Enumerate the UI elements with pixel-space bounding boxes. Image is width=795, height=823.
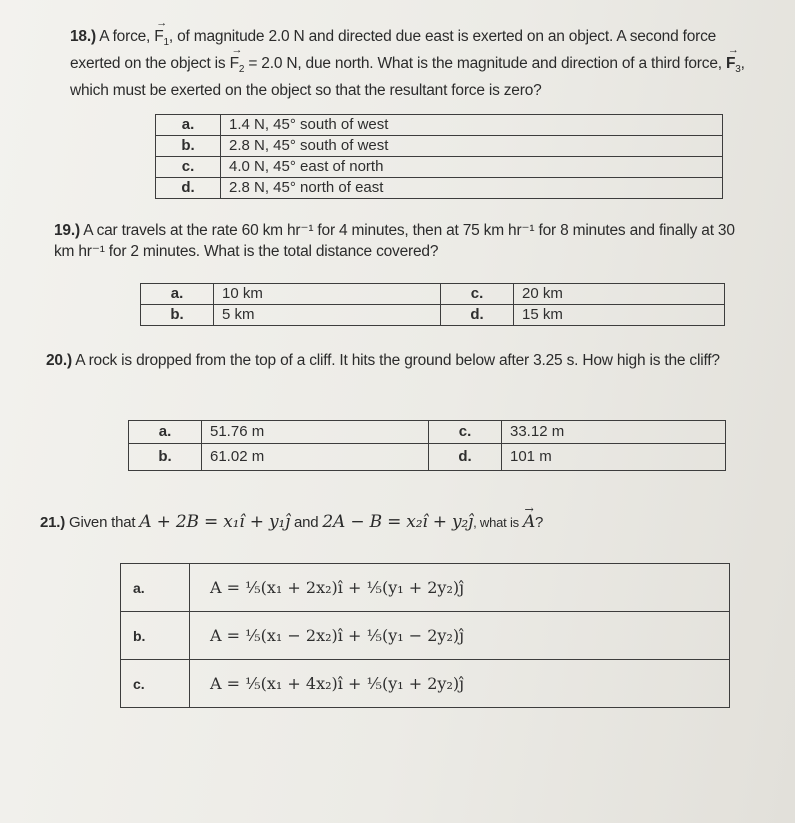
q18-options-table [155,114,723,199]
equation-2: 2A − B = x₂î + y₂ĵ [322,512,474,532]
equation-1: A + 2B = x₁î + y₁ĵ [139,512,291,532]
force-vector-f1: → $F_1$ [154,26,169,53]
question-text: and [294,514,319,531]
question-number: 20.) [46,352,72,369]
option-row[interactable] [121,660,730,708]
target-vector: → A [523,512,535,533]
option-row[interactable] [156,136,723,157]
option-value[interactable]: 15 km [514,305,725,326]
option-value[interactable]: 51.76 m [202,421,429,444]
option-value: 1.4 N, 45° south of west [221,115,723,136]
question-text: A rock is dropped from the top of a cliff. It hits the ground below after 3.25 s. How high is the cliff? [75,352,720,369]
option-value[interactable]: 61.02 m [202,444,429,471]
question-text: , what is [473,515,519,530]
option-value: 2.8 N, 45° south of west [221,136,723,157]
question-19 [54,220,744,262]
option-row[interactable] [156,115,723,136]
q21-options-table [120,563,730,708]
option-value[interactable]: 10 km [214,284,441,305]
option-label[interactable]: d. [441,305,514,326]
option-row[interactable] [121,612,730,660]
q19-options-table [140,283,725,326]
option-value[interactable]: 5 km [214,305,441,326]
option-label: c. [156,157,221,178]
option-row [129,421,726,444]
option-label[interactable]: b. [129,444,202,471]
option-label[interactable]: d. [429,444,502,471]
option-row [141,284,725,305]
option-row[interactable] [121,564,730,612]
option-value: 4.0 N, 45° east of north [221,157,723,178]
question-text: A force, [99,28,151,45]
option-value[interactable]: 101 m [502,444,726,471]
q20-options-table [128,420,726,471]
option-row [141,305,725,326]
option-value[interactable]: 33.12 m [502,421,726,444]
option-label: b. [156,136,221,157]
option-row[interactable] [156,157,723,178]
option-row[interactable] [156,178,723,199]
question-text: ? [535,514,544,531]
force-vector-f3: → $F_3$ [726,53,741,80]
option-value: 2.8 N, 45° north of east [221,178,723,199]
question-21 [40,512,760,533]
option-label[interactable]: a. [129,421,202,444]
option-row [129,444,726,471]
force-vector-f2: → $F_2$ [230,53,245,80]
option-label: d. [156,178,221,199]
question-number: 18.) [70,28,96,45]
option-label: c. [121,660,190,708]
question-18 [70,26,760,101]
question-number: 19.) [54,222,80,239]
option-value: A = ⅕(x₁ + 2x₂)î + ⅕(y₁ + 2y₂)ĵ [190,564,730,612]
question-text: , of magnitude 2.0 N and directed due east is exerted on an object. A second force exerted on the object is [70,28,717,73]
question-text: Given that [69,514,136,531]
option-label[interactable]: c. [441,284,514,305]
question-20 [46,350,746,371]
question-number: 21.) [40,514,66,531]
option-value[interactable]: 20 km [514,284,725,305]
question-text: , which must be exerted on the object so that the resultant force is zero? [70,55,745,100]
question-text: = 2.0 N, due north. What is the magnitude and direction of a third force, [248,55,722,73]
option-label: a. [156,115,221,136]
option-value: A = ⅕(x₁ + 4x₂)î + ⅕(y₁ + 2y₂)ĵ [190,660,730,708]
option-label: b. [121,612,190,660]
option-label[interactable]: c. [429,421,502,444]
option-label: a. [121,564,190,612]
option-label[interactable]: a. [141,284,214,305]
option-label[interactable]: b. [141,305,214,326]
option-value: A = ⅕(x₁ − 2x₂)î + ⅕(y₁ − 2y₂)ĵ [190,612,730,660]
question-text: A car travels at the rate 60 km hr⁻¹ for 4 minutes, then at 75 km hr⁻¹ for 8 minutes and finally at 30 km hr⁻¹ for 2 minutes. What is the total distance covered? [54,222,735,260]
